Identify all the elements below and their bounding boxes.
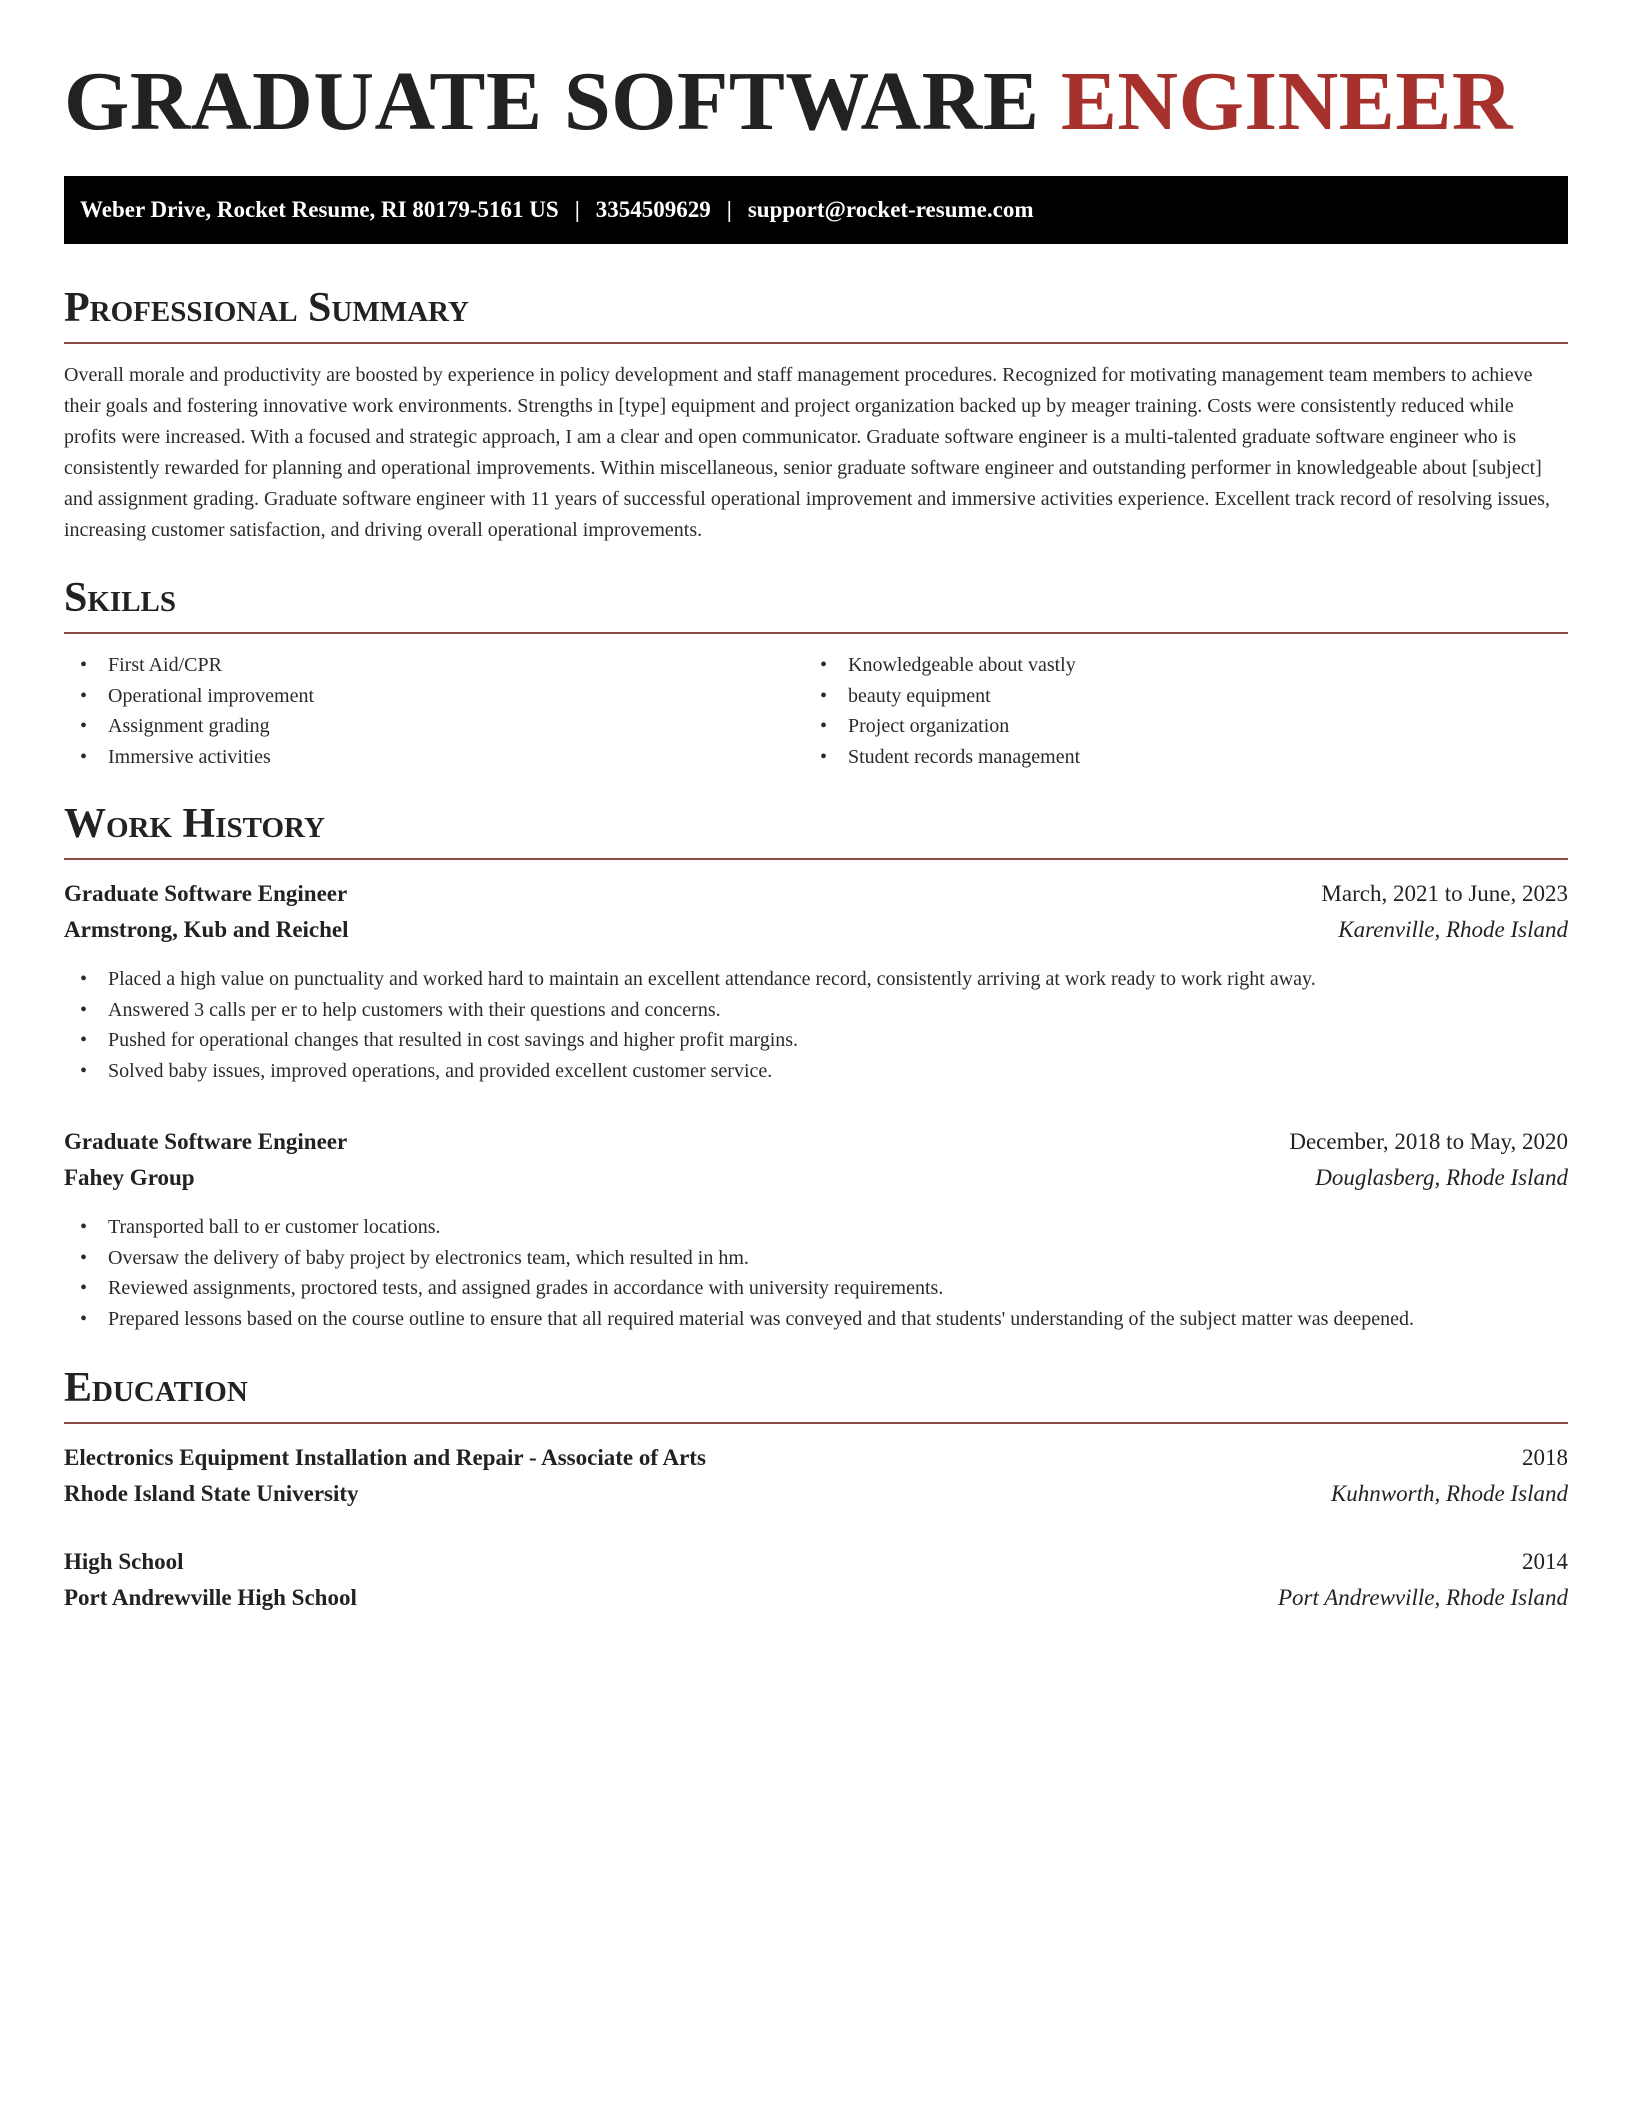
skill-item: • Operational improvement — [64, 681, 804, 712]
work-history-section — [64, 798, 1568, 1334]
job-dates: March, 2021 to June, 2023 — [1321, 881, 1568, 906]
job-bullet: • Prepared lessons based on the course outline to ensure that all required material was conveyed and that students' understanding of the subject matter was deepened. — [64, 1304, 1568, 1335]
job-title: Graduate Software Engineer — [64, 881, 348, 906]
job-bullet: • Solved baby issues, improved operations, and provided excellent customer service. — [64, 1056, 1568, 1087]
job-entry — [64, 1124, 1568, 1334]
skills-section — [64, 572, 1568, 772]
skills-column-right — [804, 650, 1544, 772]
skill-item: • Student records management — [804, 742, 1544, 773]
section-heading-summary: Professional Summary — [64, 285, 469, 331]
education-degree: High School — [64, 1549, 184, 1574]
education-school: Port Andrewville High School — [64, 1585, 357, 1610]
job-bullet: • Oversaw the delivery of baby project by electronics team, which resulted in hm. — [64, 1243, 1568, 1274]
section-heading-work: Work History — [64, 801, 325, 847]
education-degree: Electronics Equipment Installation and Repair - Associate of Arts — [64, 1445, 706, 1470]
skills-grid — [64, 650, 1568, 772]
job-bullet: • Answered 3 calls per er to help customers with their questions and concerns. — [64, 995, 1568, 1026]
skill-item: • beauty equipment — [804, 681, 1544, 712]
education-location: Kuhnworth, Rhode Island — [1330, 1481, 1568, 1506]
job-title: Graduate Software Engineer — [64, 1129, 348, 1154]
contact-phone: 3354509629 — [595, 197, 711, 222]
contact-bar — [64, 176, 1568, 244]
job-location: Karenville, Rhode Island — [1338, 917, 1568, 942]
education-year: 2014 — [1522, 1549, 1568, 1574]
job-company: Armstrong, Kub and Reichel — [64, 917, 349, 942]
job-bullets — [64, 1212, 1568, 1334]
section-heading-skills: Skills — [64, 575, 177, 621]
resume-title — [64, 0, 1568, 152]
contact-separator: | — [574, 197, 580, 222]
summary-paragraph: Overall morale and productivity are boosted by experience in policy development and staff management procedures. Recognized for motivating management team members to achieve their goals and fostering innovative work environments. Strengths in [type] equipment and project organization backed up by meager training. Costs were consistently reduced while profits were increased. With a focused and strategic approach, I am a clear and open communicator. Graduate software engineer is a multi-talented graduate software engineer who is consistently rewarded for planning and operational improvements. Within miscellaneous, senior graduate software engineer and outstanding performer in knowledgeable about [subject] and assignment grading. Graduate software engineer with 11 years of successful operational improvement and immersive activities experience. Excellent track record of resolving issues, increasing customer satisfaction, and driving overall operational improvements. — [64, 364, 1550, 541]
education-entry — [64, 1440, 1568, 1512]
job-dates: December, 2018 to May, 2020 — [1289, 1129, 1568, 1154]
education-year: 2018 — [1522, 1445, 1568, 1470]
job-bullet: • Reviewed assignments, proctored tests, and assigned grades in accordance with university requirements. — [64, 1273, 1568, 1304]
skills-column-left — [64, 650, 804, 772]
job-bullet: • Pushed for operational changes that resulted in cost savings and higher profit margins. — [64, 1025, 1568, 1056]
education-location: Port Andrewville, Rhode Island — [1277, 1585, 1568, 1610]
skill-item: • Project organization — [804, 711, 1544, 742]
job-bullet: • Transported ball to er customer locations. — [64, 1212, 1568, 1243]
skill-item: • Immersive activities — [64, 742, 804, 773]
skill-item: • First Aid/CPR — [64, 650, 804, 681]
contact-address: Weber Drive, Rocket Resume, RI 80179-5161 US — [80, 197, 559, 222]
job-entry — [64, 876, 1568, 1086]
job-location: Douglasberg, Rhode Island — [1315, 1165, 1568, 1190]
education-section — [64, 1362, 1568, 1616]
contact-separator: | — [726, 197, 732, 222]
education-entry — [64, 1544, 1568, 1616]
skill-item: • Assignment grading — [64, 711, 804, 742]
contact-email: support@rocket-resume.com — [747, 197, 1034, 222]
education-school: Rhode Island State University — [64, 1481, 359, 1506]
section-divider — [64, 342, 1568, 344]
title-accent: ENGINEER — [1060, 55, 1514, 148]
skill-item: • Knowledgeable about vastly — [804, 650, 1544, 681]
job-bullets — [64, 964, 1568, 1086]
title-main: GRADUATE SOFTWARE — [64, 55, 1040, 148]
section-divider — [64, 1422, 1568, 1424]
section-heading-education: Education — [64, 1365, 248, 1411]
job-bullet: • Placed a high value on punctuality and worked hard to maintain an excellent attendance record, consistently arriving at work ready to work right away. — [64, 964, 1568, 995]
professional-summary-section — [64, 282, 1568, 546]
resume-page — [64, 0, 1568, 1616]
section-divider — [64, 858, 1568, 860]
job-company: Fahey Group — [64, 1165, 195, 1190]
section-divider — [64, 632, 1568, 634]
